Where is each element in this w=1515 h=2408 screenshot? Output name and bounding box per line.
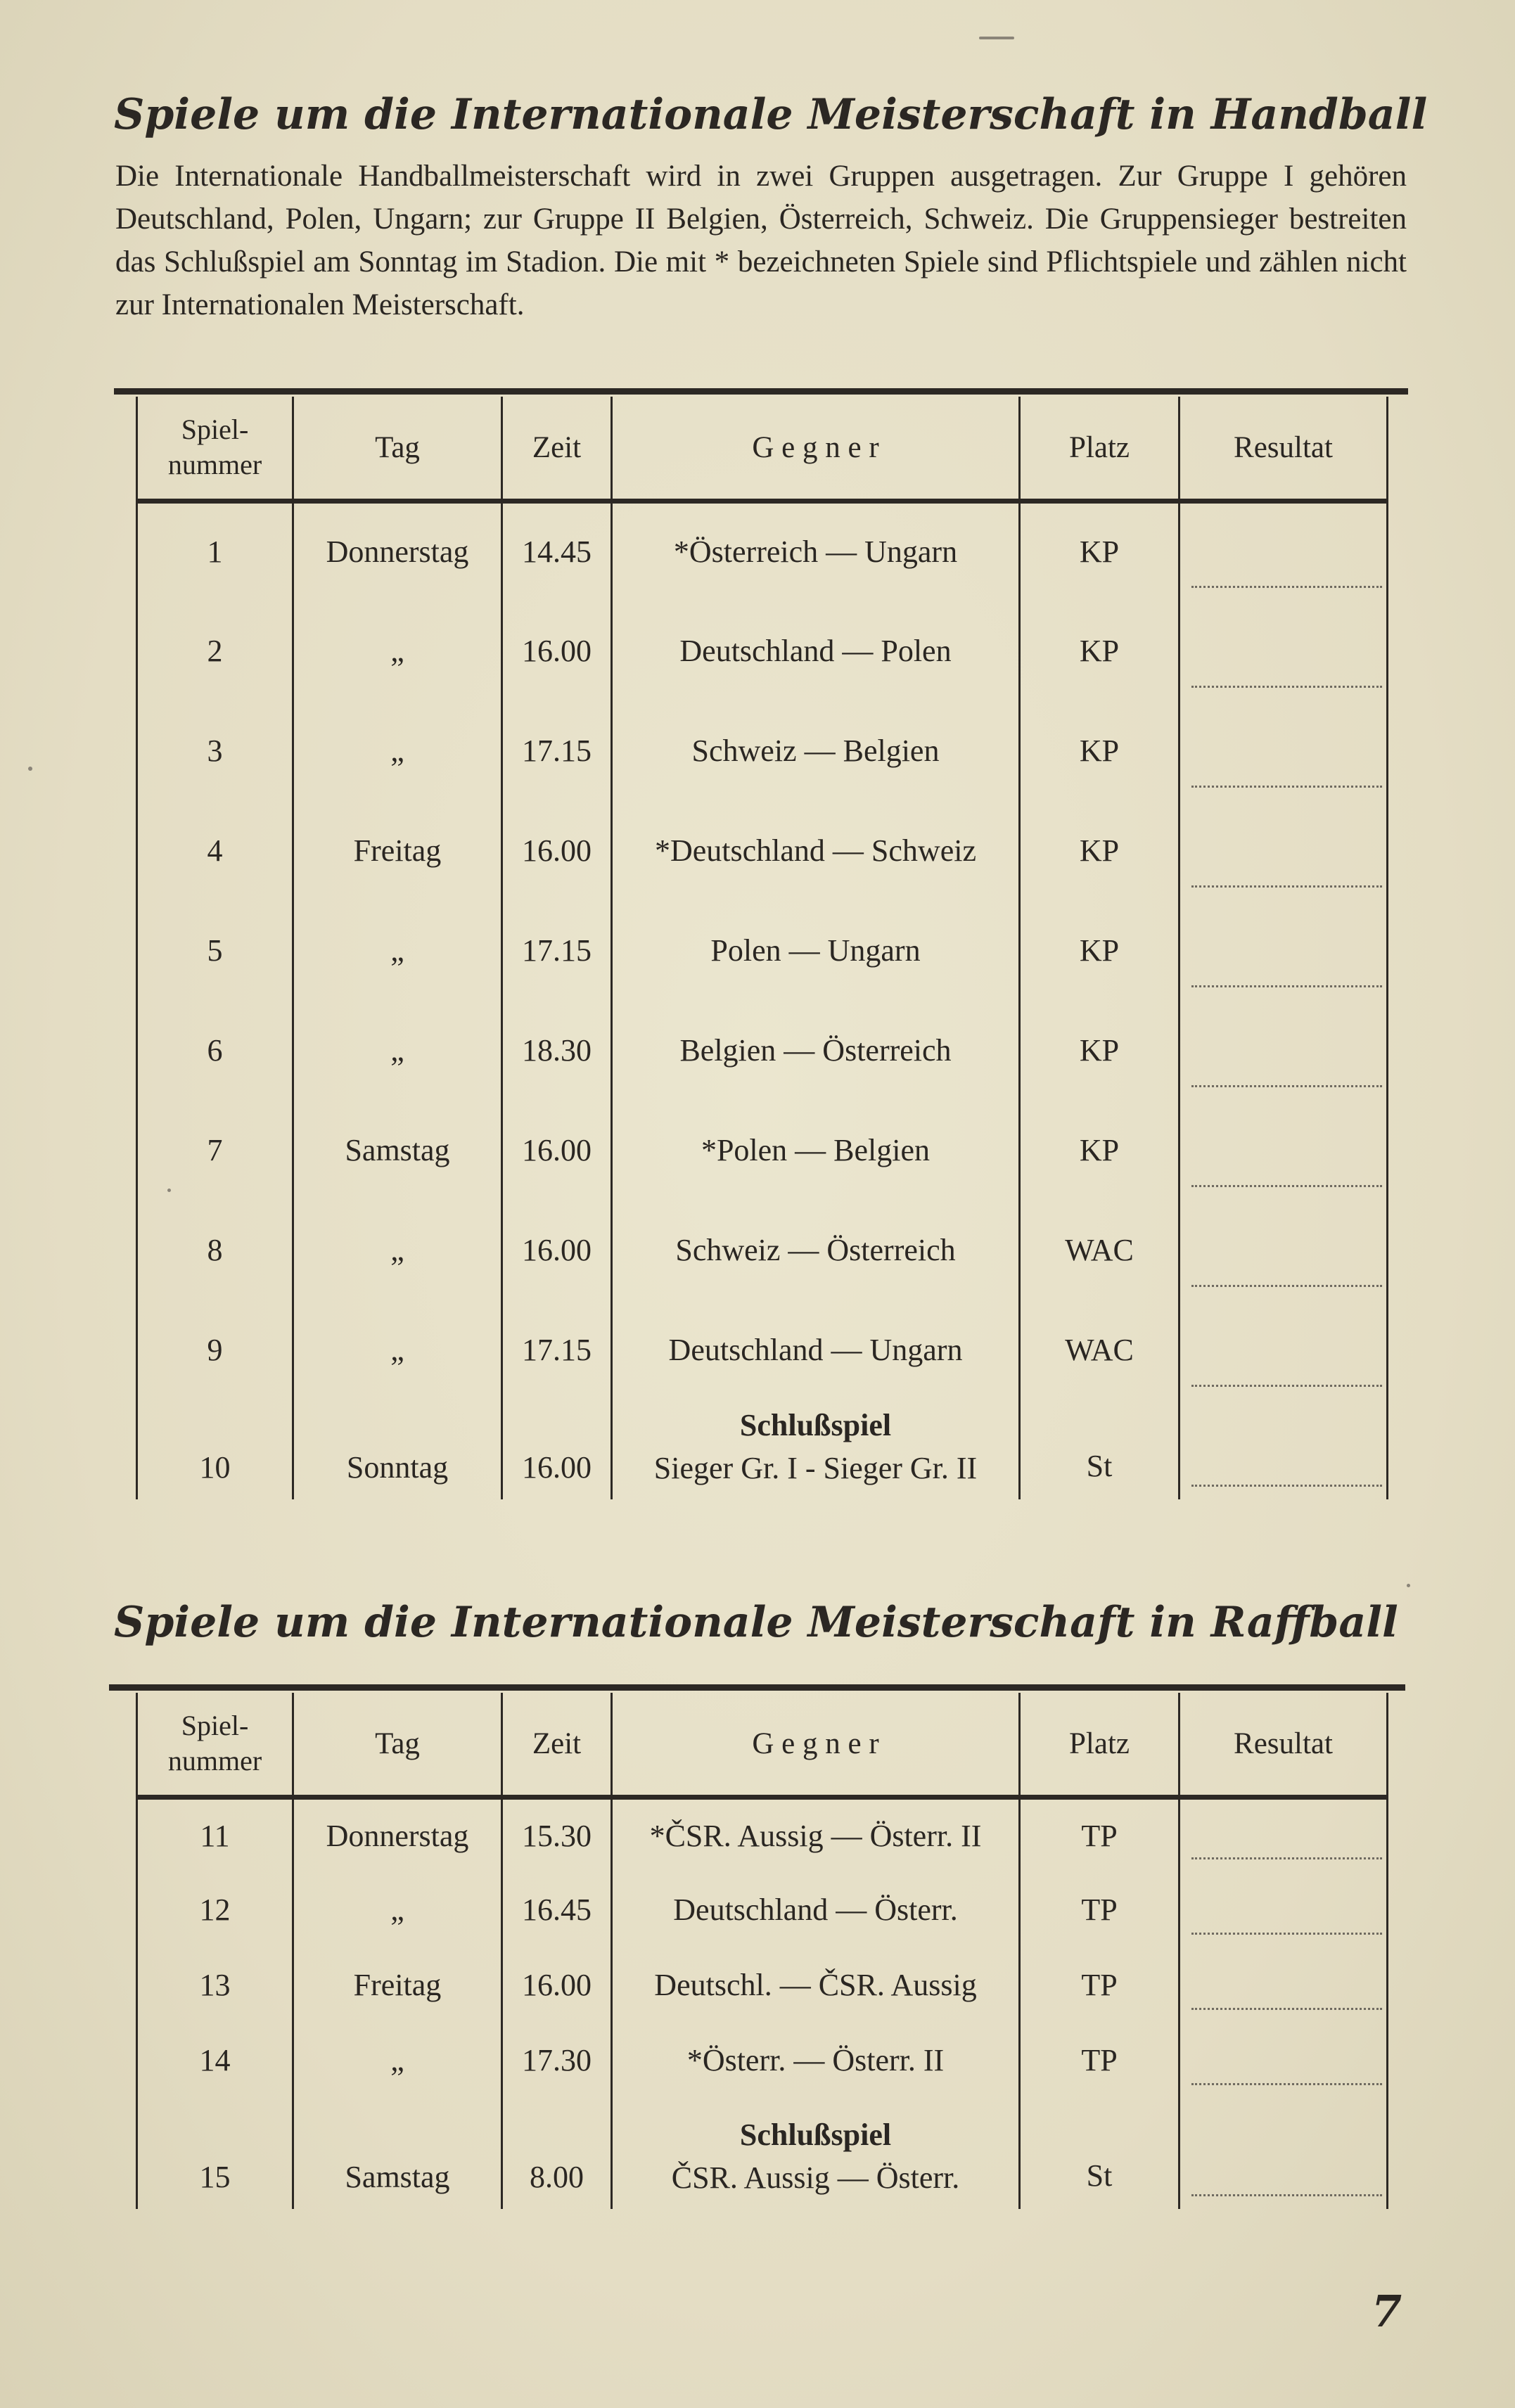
table-row [137, 501, 1388, 601]
cell-resultat [1180, 1300, 1388, 1400]
cell-gegner: Polen — Ungarn [612, 900, 1020, 1000]
cell-gegner: Schweiz — Belgien [612, 700, 1020, 800]
cell-platz: TP [1020, 1797, 1180, 1872]
final-opponents: ČSR. Aussig — Österr. [671, 2160, 960, 2195]
cell-gegner: Deutschland — Österr. [612, 1872, 1020, 1947]
final-opponents: Sieger Gr. I - Sieger Gr. II [653, 1451, 978, 1485]
cell-platz: KP [1020, 501, 1180, 601]
cell-zeit: 18.30 [502, 1000, 612, 1100]
handball-header-row [137, 397, 1388, 501]
cell-platz: St [1020, 1400, 1180, 1499]
table-row [137, 1100, 1388, 1200]
cell-zeit: 16.00 [502, 1400, 612, 1499]
cell-platz: TP [1020, 1872, 1180, 1947]
result-blank-line [1191, 1931, 1382, 1935]
cell-platz: KP [1020, 601, 1180, 700]
cell-tag: Samstag [293, 2098, 502, 2209]
cell-gegner [612, 1400, 1020, 1499]
cell-spielnummer: 15 [137, 2098, 293, 2209]
result-blank-line [1191, 2082, 1382, 2085]
raffball-title: Spiele um die Internationale Meisterschaft in Raffball [114, 1598, 1398, 1647]
result-blank-line [1191, 984, 1382, 987]
header-spiel-line2: nummer [167, 1745, 262, 1777]
cell-spielnummer: 14 [137, 2023, 293, 2098]
cell-spielnummer: 8 [137, 1200, 293, 1300]
cell-resultat [1180, 700, 1388, 800]
result-blank-line [1191, 884, 1382, 888]
cell-platz: WAC [1020, 1200, 1180, 1300]
paper-speck [979, 37, 1014, 39]
cell-resultat [1180, 1100, 1388, 1200]
cell-gegner [612, 2098, 1020, 2209]
cell-platz: TP [1020, 1947, 1180, 2023]
header-spielnummer [137, 397, 293, 501]
cell-resultat [1180, 1797, 1388, 1872]
table-row-final [137, 2098, 1388, 2209]
cell-zeit: 17.30 [502, 2023, 612, 2098]
cell-tag: „ [293, 1300, 502, 1400]
cell-zeit: 16.45 [502, 1872, 612, 1947]
cell-resultat [1180, 900, 1388, 1000]
paper-speck [167, 1189, 171, 1192]
table-row [137, 1797, 1388, 1872]
cell-tag: Samstag [293, 1100, 502, 1200]
cell-spielnummer: 9 [137, 1300, 293, 1400]
cell-tag: „ [293, 900, 502, 1000]
header-tag: Tag [293, 1693, 502, 1797]
table-row-final [137, 1400, 1388, 1499]
header-zeit: Zeit [502, 397, 612, 501]
cell-zeit: 17.15 [502, 900, 612, 1000]
cell-spielnummer: 6 [137, 1000, 293, 1100]
header-platz: Platz [1020, 1693, 1180, 1797]
cell-spielnummer: 7 [137, 1100, 293, 1200]
table-row [137, 1872, 1388, 1947]
cell-resultat [1180, 800, 1388, 900]
cell-tag: „ [293, 1200, 502, 1300]
cell-platz: KP [1020, 800, 1180, 900]
cell-zeit: 17.15 [502, 700, 612, 800]
cell-spielnummer: 12 [137, 1872, 293, 1947]
cell-platz: KP [1020, 700, 1180, 800]
cell-gegner: Deutschland — Polen [612, 601, 1020, 700]
cell-gegner: Deutschl. — ČSR. Aussig [612, 1947, 1020, 2023]
cell-tag: „ [293, 2023, 502, 2098]
cell-spielnummer: 2 [137, 601, 293, 700]
cell-tag: Freitag [293, 800, 502, 900]
cell-zeit: 16.00 [502, 1100, 612, 1200]
raffball-top-rule [109, 1684, 1405, 1691]
cell-spielnummer: 3 [137, 700, 293, 800]
cell-spielnummer: 4 [137, 800, 293, 900]
cell-zeit: 17.15 [502, 1300, 612, 1400]
cell-resultat [1180, 601, 1388, 700]
result-blank-line [1191, 1184, 1382, 1187]
cell-spielnummer: 10 [137, 1400, 293, 1499]
result-blank-line [1191, 1084, 1382, 1087]
cell-gegner: *Deutschland — Schweiz [612, 800, 1020, 900]
cell-tag: „ [293, 1872, 502, 1947]
header-platz: Platz [1020, 397, 1180, 501]
table-row [137, 601, 1388, 700]
table-row [137, 800, 1388, 900]
result-blank-line [1191, 1283, 1382, 1287]
cell-gegner: *Österreich — Ungarn [612, 501, 1020, 601]
header-gegner: G e g n e r [612, 397, 1020, 501]
result-blank-line [1191, 1856, 1382, 1859]
result-blank-line [1191, 784, 1382, 788]
cell-tag: Donnerstag [293, 501, 502, 601]
header-spielnummer [137, 1693, 293, 1797]
handball-table [136, 397, 1388, 1499]
table-row [137, 2023, 1388, 2098]
cell-spielnummer: 13 [137, 1947, 293, 2023]
cell-resultat [1180, 1872, 1388, 1947]
result-blank-line [1191, 584, 1382, 588]
header-tag: Tag [293, 397, 502, 501]
cell-gegner: *Polen — Belgien [612, 1100, 1020, 1200]
cell-gegner: Schweiz — Österreich [612, 1200, 1020, 1300]
cell-tag: Donnerstag [293, 1797, 502, 1872]
result-blank-line [1191, 1383, 1382, 1387]
header-resultat: Resultat [1180, 397, 1388, 501]
cell-tag: Freitag [293, 1947, 502, 2023]
cell-resultat [1180, 1200, 1388, 1300]
final-label: Schlußspiel [739, 2118, 892, 2152]
cell-zeit: 16.00 [502, 800, 612, 900]
cell-zeit: 16.00 [502, 1200, 612, 1300]
cell-platz: WAC [1020, 1300, 1180, 1400]
header-spiel-line1: Spiel- [181, 414, 249, 446]
cell-tag: Sonntag [293, 1400, 502, 1499]
header-spiel-line2: nummer [167, 449, 262, 481]
cell-tag: „ [293, 1000, 502, 1100]
cell-resultat [1180, 1947, 1388, 2023]
cell-resultat [1180, 501, 1388, 601]
cell-platz: TP [1020, 2023, 1180, 2098]
header-spiel-line1: Spiel- [181, 1710, 249, 1742]
handball-title: Spiele um die Internationale Meisterschaft in Handball [114, 90, 1428, 139]
page-number: 7 [1372, 2286, 1402, 2337]
cell-spielnummer: 5 [137, 900, 293, 1000]
cell-platz: KP [1020, 1100, 1180, 1200]
table-row [137, 900, 1388, 1000]
cell-gegner: Belgien — Österreich [612, 1000, 1020, 1100]
cell-zeit: 14.45 [502, 501, 612, 601]
cell-gegner: *Österr. — Österr. II [612, 2023, 1020, 2098]
cell-resultat [1180, 1400, 1388, 1499]
result-blank-line [1191, 2006, 1382, 2010]
table-row [137, 1300, 1388, 1400]
cell-gegner: *ČSR. Aussig — Österr. II [612, 1797, 1020, 1872]
cell-platz: St [1020, 2098, 1180, 2209]
cell-zeit: 8.00 [502, 2098, 612, 2209]
final-label: Schlußspiel [739, 1408, 892, 1442]
cell-tag: „ [293, 700, 502, 800]
header-gegner: G e g n e r [612, 1693, 1020, 1797]
header-zeit: Zeit [502, 1693, 612, 1797]
cell-gegner: Deutschland — Ungarn [612, 1300, 1020, 1400]
cell-platz: KP [1020, 1000, 1180, 1100]
raffball-header-row [137, 1693, 1388, 1797]
cell-zeit: 16.00 [502, 601, 612, 700]
cell-zeit: 15.30 [502, 1797, 612, 1872]
cell-resultat [1180, 2023, 1388, 2098]
cell-resultat [1180, 2098, 1388, 2209]
paper-speck [28, 767, 32, 771]
result-blank-line [1191, 684, 1382, 688]
table-row [137, 700, 1388, 800]
handball-intro: Die Internationale Handballmeisterschaft wird in zwei Gruppen ausgetragen. Zur Gruppe I gehören Deutschland, Polen, Ungarn; zur Gruppe II Belgien, Österreich, Schweiz. Die Gruppensieger bestreiten das Schlußspiel am Sonntag im Stadion. Die mit * bezeichneten Spiele sind Pflichtspiele und zählen nicht zur Internationalen Meisterschaft. [115, 160, 1407, 321]
raffball-table [136, 1693, 1388, 2209]
result-blank-line [1191, 2193, 1382, 2196]
cell-platz: KP [1020, 900, 1180, 1000]
table-row [137, 1000, 1388, 1100]
handball-top-rule [114, 388, 1408, 395]
table-row [137, 1947, 1388, 2023]
table-row [137, 1200, 1388, 1300]
cell-resultat [1180, 1000, 1388, 1100]
cell-spielnummer: 11 [137, 1797, 293, 1872]
header-resultat: Resultat [1180, 1693, 1388, 1797]
result-blank-line [1191, 1483, 1382, 1487]
cell-zeit: 16.00 [502, 1947, 612, 2023]
cell-spielnummer: 1 [137, 501, 293, 601]
paper-speck [1407, 1584, 1410, 1587]
cell-tag: „ [293, 601, 502, 700]
